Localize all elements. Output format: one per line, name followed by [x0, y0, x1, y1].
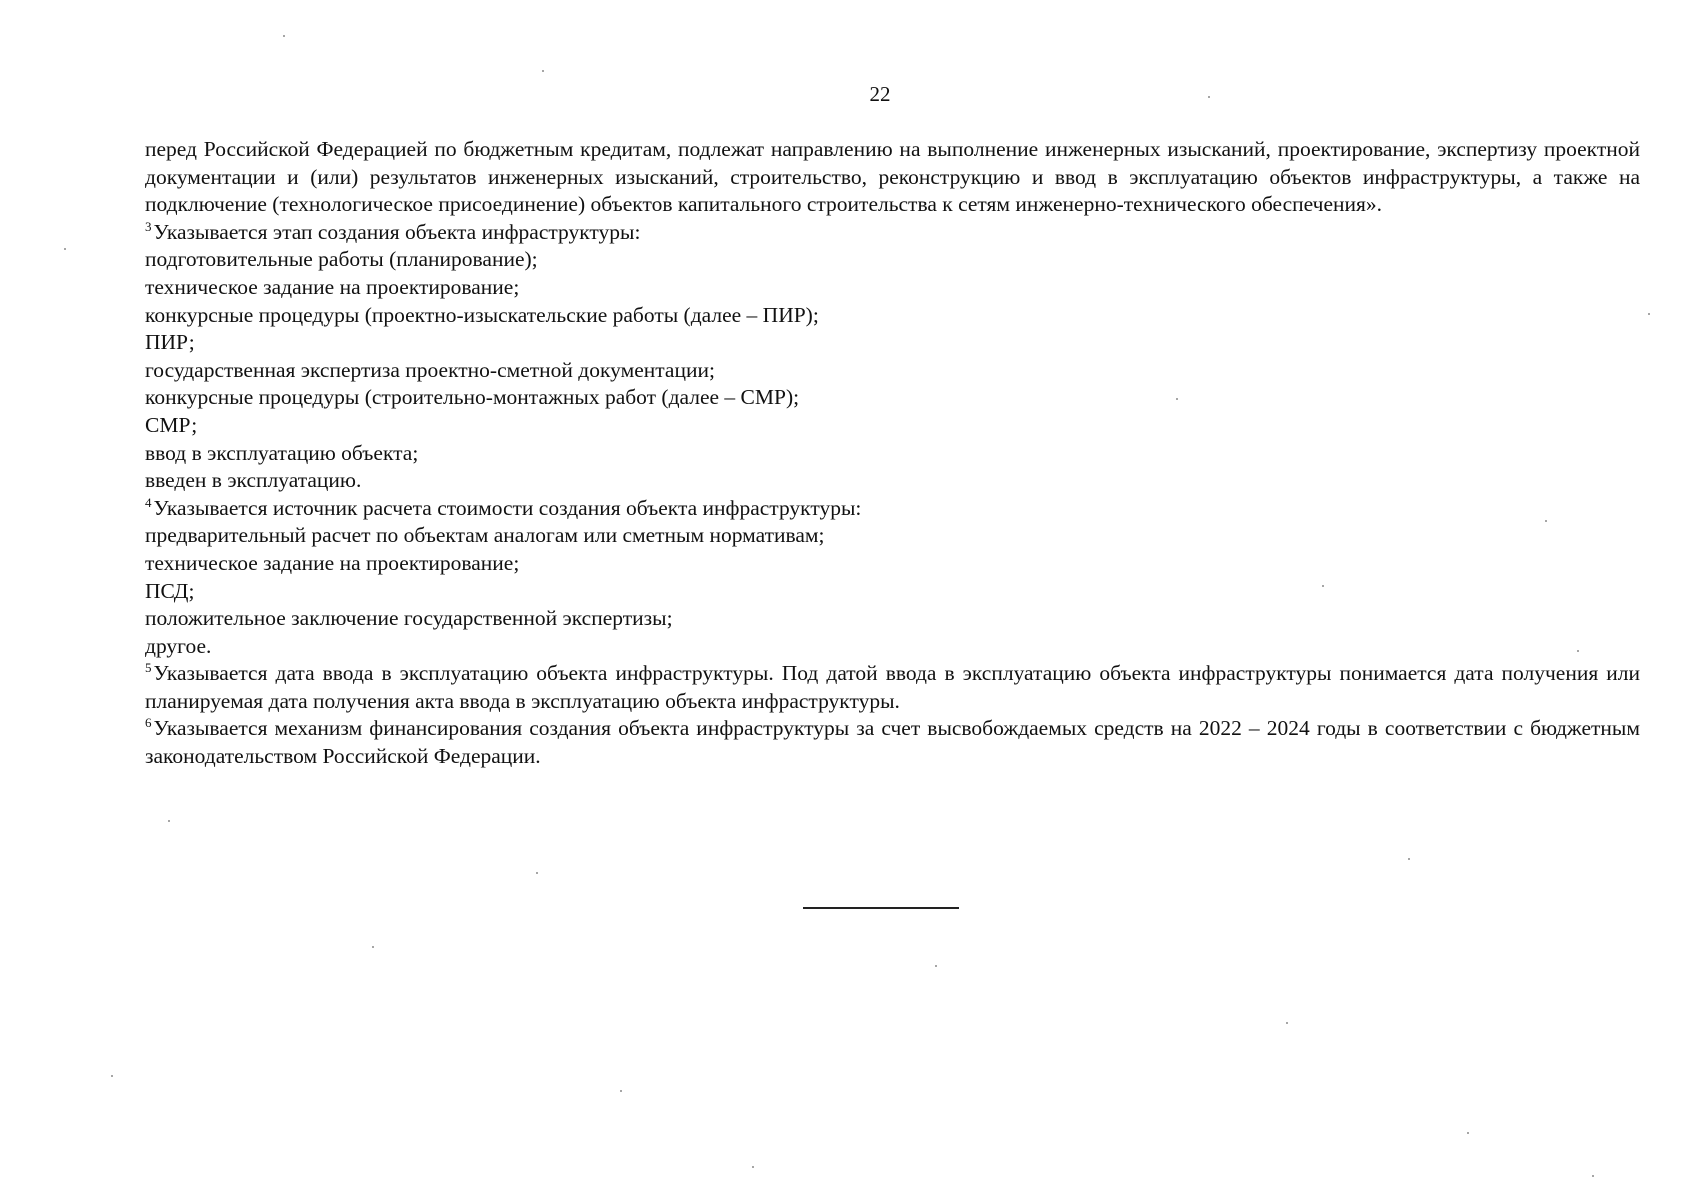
footnote-5 [145, 660, 1640, 715]
scan-speck [752, 1166, 754, 1168]
footnote-3-item: техническое задание на проектирование; [145, 274, 520, 299]
scan-speck [111, 1075, 113, 1077]
footnote-4-item: другое. [145, 633, 212, 658]
scan-speck [1208, 96, 1210, 98]
scan-speck [1467, 1132, 1469, 1134]
footnote-4-item: предварительный расчет по объектам аналогам или сметным нормативам; [145, 523, 825, 548]
scan-speck [1286, 1022, 1288, 1024]
scan-speck [1408, 858, 1410, 860]
scan-speck [1176, 398, 1178, 400]
footnote-4-title [145, 495, 1640, 523]
document-body [145, 136, 1640, 771]
footnote-4-item: положительное заключение государственной экспертизы; [145, 606, 673, 631]
footnote-5-text: Указывается дата ввода в эксплуатацию объекта инфраструктуры. Под датой ввода в эксплуатацию объекта инфраструктуры понимается дата получения или планируемая дата получения акта ввода в эксплуатацию объекта инфраструктуры. [145, 661, 1640, 713]
footnote-6 [145, 715, 1640, 770]
scan-speck [64, 248, 66, 250]
end-of-document-rule [803, 907, 959, 909]
footnote-3-title [145, 219, 1640, 247]
footnote-3-item: ввод в эксплуатацию объекта; [145, 440, 419, 465]
footnote-3-item: государственная экспертиза проектно-сметной документации; [145, 357, 715, 382]
footnote-3-item: СМР; [145, 412, 198, 437]
scan-speck [1592, 1175, 1594, 1177]
footnote-3-title-text: Указывается этап создания объекта инфраструктуры: [153, 219, 641, 244]
scan-speck [1648, 313, 1650, 315]
scan-speck [168, 820, 170, 822]
scan-speck [283, 35, 285, 37]
scan-speck [620, 1090, 622, 1092]
page-number: 22 [869, 82, 891, 106]
scan-speck [542, 70, 544, 72]
scan-speck [1322, 585, 1324, 587]
footnote-6-text: Указывается механизм финансирования создания объекта инфраструктуры за счет высвобождаемых средств на 2022 – 2024 годы в соответствии с бюджетным законодательством Российской Федерации. [145, 716, 1640, 769]
scan-speck [1545, 520, 1547, 522]
footnote-4-item: ПСД; [145, 578, 195, 603]
footnote-4-item: техническое задание на проектирование; [145, 550, 520, 575]
scan-speck [935, 965, 937, 967]
footnote-5-mark: 5 [145, 660, 152, 676]
footnote-4-mark: 4 [145, 494, 152, 510]
footnote-3-item: конкурсные процедуры (проектно-изыскательские работы (далее – ПИР); [145, 302, 819, 327]
footnote-3-item: ПИР; [145, 330, 195, 355]
footnote-6-mark: 6 [145, 715, 152, 731]
scan-speck [536, 872, 538, 874]
paragraph-continuation: перед Российской Федерацией по бюджетным кредитам, подлежат направлению на выполнение инженерных изысканий, проектирование, экспертизу проектной документации и (или) результатов инженерных изысканий, строительство, реконструкцию и ввод в эксплуатацию объектов инфраструктуры, а также на подключение (технологическое присоединение) объектов капитального строительства к сетям инженерно-технического обеспечения». [145, 137, 1640, 217]
footnote-3-item: подготовительные работы (планирование); [145, 247, 538, 272]
footnote-3-item: введен в эксплуатацию. [145, 468, 362, 493]
scan-speck [372, 946, 374, 948]
footnote-4-title-text: Указывается источник расчета стоимости создания объекта инфраструктуры: [153, 495, 862, 520]
footnote-3-item: конкурсные процедуры (строительно-монтажных работ (далее – СМР); [145, 385, 800, 410]
scan-speck [1577, 650, 1579, 652]
footnote-3-mark: 3 [145, 218, 152, 234]
